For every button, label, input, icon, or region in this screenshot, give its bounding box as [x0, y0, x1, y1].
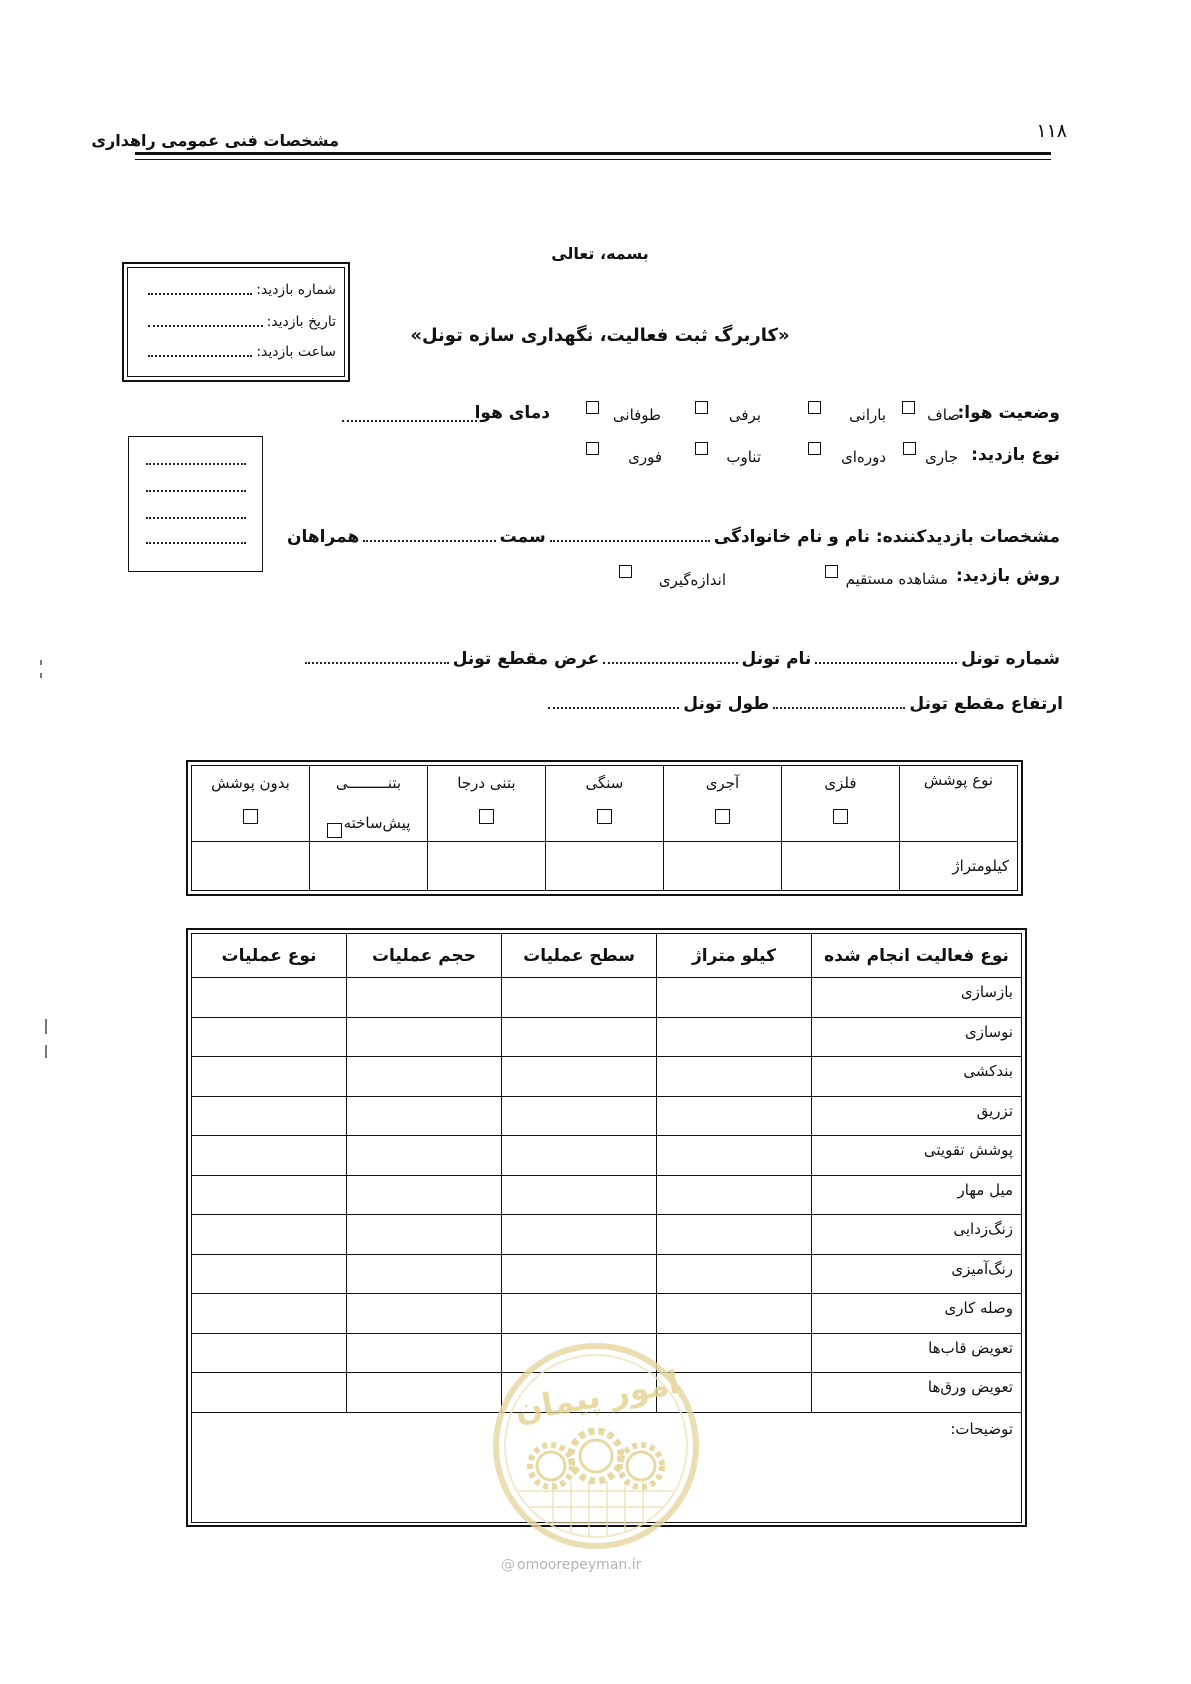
operation-level-cell	[502, 1136, 657, 1176]
lining-precast-sublabel: پیش‌ساخته	[343, 813, 411, 832]
visitor-name-label: مشخصات بازدیدکننده: نام و نام خانوادگی	[713, 527, 1060, 547]
weather-stormy-label: طوفانی	[612, 406, 661, 424]
operation-volume-cell	[347, 978, 502, 1018]
visit-type-urgent-label: فوری	[628, 448, 662, 466]
operation-type-cell	[192, 1333, 347, 1373]
operation-level-cell	[502, 1017, 657, 1057]
operation-level-cell	[502, 1096, 657, 1136]
lining-precast-checkbox	[327, 823, 342, 838]
visit-type-periodic-label: دوره‌ای	[841, 448, 886, 466]
tunnel-row-2	[544, 688, 1063, 716]
lining-stone-checkbox	[597, 809, 612, 824]
kilometrage-cell	[310, 842, 428, 891]
lining-option-cell	[781, 766, 899, 842]
visit-number-label: شماره بازدید:	[256, 282, 336, 298]
lining-precast-label: بتنـــــــــی	[335, 774, 402, 792]
lining-stone-label: سنگی	[585, 774, 624, 792]
notes-label: توضیحات:	[950, 1419, 1013, 1438]
operation-type-cell	[192, 1294, 347, 1334]
visit-type-urgent-checkbox	[586, 442, 599, 455]
lining-metal-checkbox	[833, 809, 848, 824]
lining-option-cell	[310, 766, 428, 842]
operation-type-cell	[192, 1017, 347, 1057]
operation-type-cell	[192, 1096, 347, 1136]
weather-stormy-checkbox	[586, 401, 599, 414]
tunnel-number-fill	[815, 662, 957, 664]
companions-box	[128, 436, 263, 572]
visit-date-line	[148, 312, 336, 332]
weather-rainy-label: بارانی	[849, 406, 886, 424]
kilometrage-cell	[657, 1175, 812, 1215]
tunnel-row-1	[301, 643, 1060, 671]
basmala: بسمه، تعالی	[551, 244, 649, 263]
lining-brick-checkbox	[715, 809, 730, 824]
visit-type-interval-label: تناوب	[726, 448, 761, 466]
form-title: «کاربرگ ثبت فعالیت، نگهداری سازه تونل»	[410, 325, 790, 346]
gear-icon	[530, 1431, 662, 1487]
temperature-label: دمای هوا	[474, 403, 550, 423]
activity-name: وصله کاری	[812, 1294, 1022, 1334]
tunnel-length-label: طول تونل	[683, 694, 770, 714]
kilometrage-cell	[781, 842, 899, 891]
at-icon: @	[501, 1557, 515, 1573]
kilometrage-cell	[545, 842, 663, 891]
operation-type-cell	[192, 1175, 347, 1215]
tunnel-name-label: نام تونل	[741, 649, 812, 669]
activity-name: رنگ‌آمیزی	[812, 1254, 1022, 1294]
operation-type-cell	[192, 1215, 347, 1255]
visit-method-label: روش بازدید:	[955, 566, 1060, 586]
operation-type-cell	[192, 1254, 347, 1294]
weather-snowy-label: برفی	[728, 406, 761, 424]
table-row	[192, 1057, 1022, 1097]
tunnel-number-label: شماره تونل	[961, 649, 1060, 669]
lining-type-header-cell	[899, 766, 1017, 842]
weather-clear-checkbox	[902, 401, 915, 414]
operation-level-header: سطح عملیات	[502, 934, 657, 978]
activity-name: پوشش تقویتی	[812, 1136, 1022, 1176]
companion-fill-2	[146, 485, 246, 492]
visit-type-current-label: جاری	[925, 448, 958, 466]
table-row	[192, 1254, 1022, 1294]
visit-type-interval-checkbox	[695, 442, 708, 455]
kilometrage-header: کیلو متراژ	[657, 934, 812, 978]
operation-volume-cell	[347, 1215, 502, 1255]
weather-label: وضعیت هوا:	[957, 403, 1060, 423]
lining-option-cell	[192, 766, 310, 842]
tunnel-width-label: عرض مقطع تونل	[452, 649, 600, 669]
visit-type-current-checkbox	[903, 442, 916, 455]
table-row	[192, 978, 1022, 1018]
activity-name: میل مهار	[812, 1175, 1022, 1215]
visitor-companions-label: همراهان	[287, 527, 360, 547]
activity-name: زنگ‌زدایی	[812, 1215, 1022, 1255]
visit-date-fill	[148, 325, 263, 327]
visit-method-measure-label: اندازه‌گیری	[658, 571, 726, 589]
activity-name: بندکشی	[812, 1057, 1022, 1097]
visitor-position-label: سمت	[499, 527, 546, 547]
visitor-name-fill	[550, 540, 710, 542]
operation-level-cell	[502, 1175, 657, 1215]
visit-number-line	[148, 280, 336, 300]
operation-level-cell	[502, 1254, 657, 1294]
kilometrage-cell	[657, 1136, 812, 1176]
activity-header: نوع فعالیت انجام شده	[812, 934, 1022, 978]
companion-fill-4	[146, 537, 246, 544]
lining-option-cell	[427, 766, 545, 842]
tunnel-height-label: ارتفاع مقطع تونل	[909, 694, 1063, 714]
operation-type-header: نوع عملیات	[192, 934, 347, 978]
lining-brick-label: آجری	[705, 774, 740, 792]
operation-level-cell	[502, 1215, 657, 1255]
operation-level-cell	[502, 1294, 657, 1334]
header-rule-thin	[135, 159, 1051, 160]
kilometrage-cell	[657, 1057, 812, 1097]
operation-type-cell	[192, 1136, 347, 1176]
kilometrage-row-label: کیلومتراژ	[899, 842, 1017, 891]
visit-info-box	[122, 262, 350, 382]
kilometrage-cell	[657, 1096, 812, 1136]
companion-fill-3	[146, 512, 246, 519]
weather-rainy-checkbox	[808, 401, 821, 414]
header-rule-thick	[135, 152, 1051, 155]
visit-time-line	[148, 342, 336, 362]
watermark-site-text: omoorepeyman.ir	[517, 1557, 642, 1573]
lining-type-table	[186, 760, 1023, 896]
scan-mark	[45, 1045, 47, 1058]
watermark-logo-text: امور پیمان	[511, 1363, 683, 1430]
visit-method-direct-checkbox	[825, 565, 838, 578]
kilometrage-cell	[663, 842, 781, 891]
operation-volume-cell	[347, 1294, 502, 1334]
table-row	[192, 1215, 1022, 1255]
scan-mark	[40, 673, 42, 678]
table-row	[192, 1136, 1022, 1176]
visit-time-label: ساعت بازدید:	[256, 344, 336, 360]
lining-type-header: نوع پوشش	[923, 771, 994, 789]
lining-cast-concrete-label: بتنی درجا	[457, 774, 516, 792]
tunnel-name-fill	[603, 662, 737, 664]
watermark-logo	[491, 1341, 701, 1551]
visit-type-periodic-checkbox	[808, 442, 821, 455]
activity-name: تعویض ورق‌ها	[812, 1373, 1022, 1413]
operation-type-cell	[192, 1057, 347, 1097]
operation-volume-cell	[347, 1333, 502, 1373]
visit-type-label: نوع بازدید:	[971, 445, 1060, 465]
activity-name: نوسازی	[812, 1017, 1022, 1057]
lining-cast-concrete-checkbox	[479, 809, 494, 824]
temperature-fill	[342, 415, 477, 422]
page-number: ۱۱۸	[1036, 120, 1067, 142]
visit-number-fill	[148, 293, 252, 295]
operation-volume-header: حجم عملیات	[347, 934, 502, 978]
kilometrage-cell	[657, 978, 812, 1018]
operation-volume-cell	[347, 1017, 502, 1057]
operation-volume-cell	[347, 1057, 502, 1097]
scan-mark	[45, 1019, 47, 1034]
activity-name: بازسازی	[812, 978, 1022, 1018]
visit-time-fill	[148, 355, 252, 357]
operation-volume-cell	[347, 1254, 502, 1294]
kilometrage-cell	[657, 1017, 812, 1057]
lining-option-cell	[663, 766, 781, 842]
activity-name: تزریق	[812, 1096, 1022, 1136]
lining-option-cell	[545, 766, 663, 842]
tunnel-length-fill	[548, 707, 679, 709]
table-row	[192, 1294, 1022, 1334]
lining-none-label: بدون پوشش	[211, 774, 290, 792]
operation-level-cell	[502, 1057, 657, 1097]
running-header-title: مشخصات فنی عمومی راهداری	[91, 131, 339, 150]
operation-type-cell	[192, 1373, 347, 1413]
activity-name: تعویض قاب‌ها	[812, 1333, 1022, 1373]
operation-volume-cell	[347, 1096, 502, 1136]
operation-volume-cell	[347, 1136, 502, 1176]
visit-method-measure-checkbox	[619, 565, 632, 578]
operation-volume-cell	[347, 1175, 502, 1215]
visit-method-direct-label: مشاهده مستقیم	[845, 570, 948, 588]
tunnel-width-fill	[305, 662, 449, 664]
operation-level-cell	[502, 978, 657, 1018]
table-row	[192, 1017, 1022, 1057]
kilometrage-cell	[657, 1294, 812, 1334]
operation-volume-cell	[347, 1373, 502, 1413]
table-row	[192, 1096, 1022, 1136]
companion-fill-1	[146, 458, 246, 465]
scan-mark	[40, 660, 42, 665]
visitor-info-row	[287, 521, 1060, 549]
weather-clear-label: صاف	[927, 406, 960, 424]
table-row	[192, 1175, 1022, 1215]
visitor-position-fill	[363, 540, 495, 542]
kilometrage-cell	[657, 1215, 812, 1255]
kilometrage-cell	[657, 1254, 812, 1294]
operation-type-cell	[192, 978, 347, 1018]
kilometrage-cell	[192, 842, 310, 891]
tunnel-height-fill	[773, 707, 905, 709]
watermark-site	[501, 1557, 641, 1573]
visit-date-label: تاریخ بازدید:	[266, 314, 336, 330]
kilometrage-cell	[427, 842, 545, 891]
lining-none-checkbox	[243, 809, 258, 824]
weather-snowy-checkbox	[695, 401, 708, 414]
lining-metal-label: فلزی	[824, 774, 857, 792]
